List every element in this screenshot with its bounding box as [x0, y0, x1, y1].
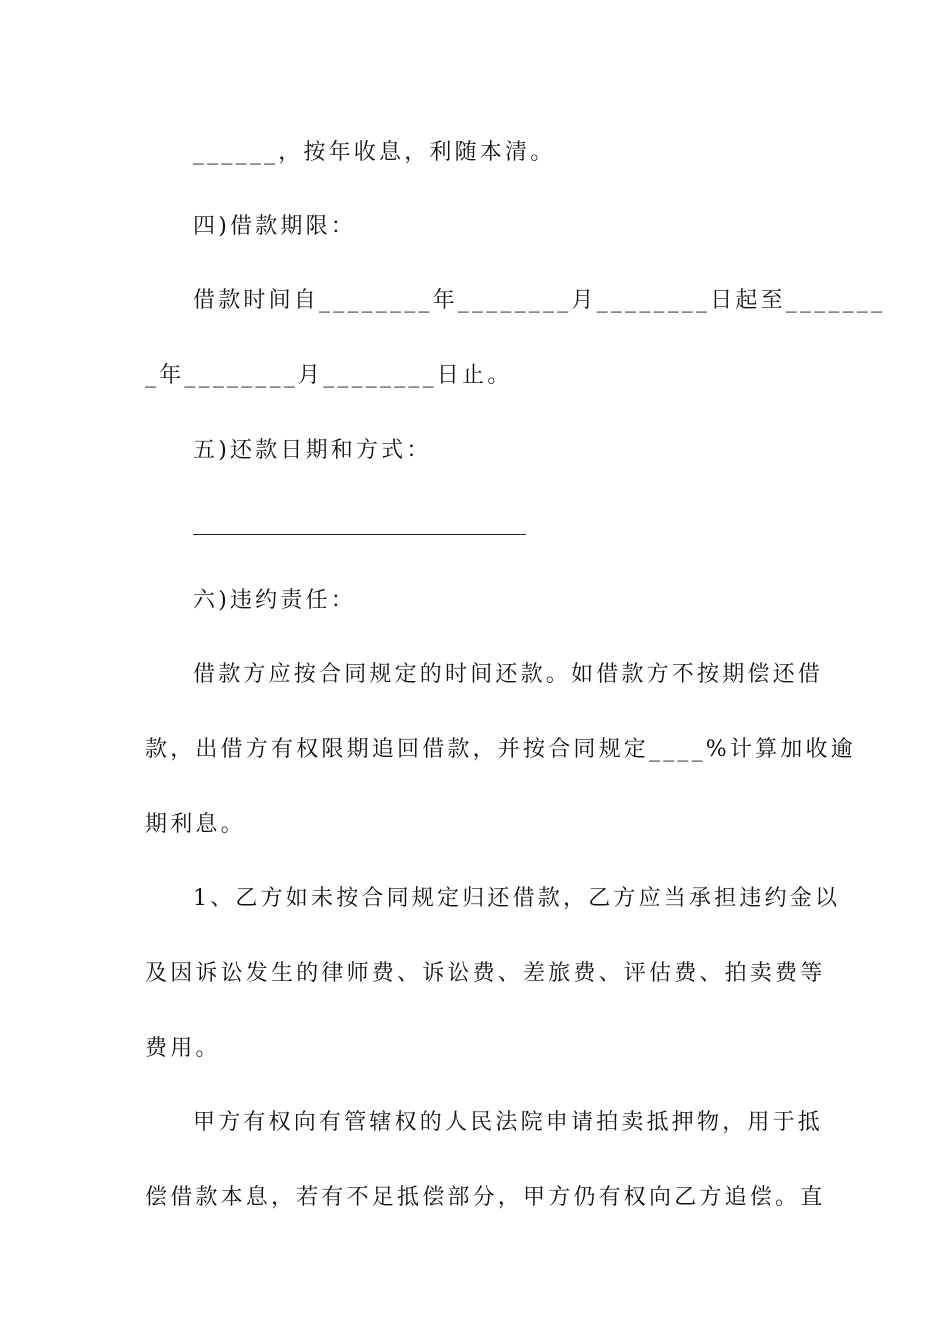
- paragraph-interest-payment: ______，按年收息，利随本清。: [193, 140, 556, 165]
- paragraph-loan-period-line-2: _年________月________日止。: [145, 363, 513, 388]
- heading-breach-liability: 六)违约责任：: [193, 588, 356, 613]
- paragraph-collateral-line-2: 偿借款本息，若有不足抵偿部分，甲方仍有权向乙方追偿。直: [145, 1185, 826, 1210]
- paragraph-clause-1-line-2: 及因诉讼发生的律师费、诉讼费、差旅费、评估费、拍卖费等: [145, 961, 826, 986]
- blank-fill-line: [193, 534, 526, 535]
- paragraph-repayment-line-2: 款，出借方有权限期追回借款，并按合同规定____%计算加收逾: [145, 737, 856, 762]
- paragraph-loan-period-line-1: 借款时间自________年________月________日起至_______: [193, 288, 886, 313]
- paragraph-clause-1-line-1: 1、乙方如未按合同规定归还借款，乙方应当承担违约金以: [193, 886, 841, 911]
- heading-repayment-date-method: 五)还款日期和方式：: [193, 438, 432, 463]
- paragraph-repayment-line-1: 借款方应按合同规定的时间还款。如借款方不按期偿还借: [193, 662, 824, 687]
- paragraph-collateral-line-1: 甲方有权向有管辖权的人民法院申请拍卖抵押物，用于抵: [193, 1110, 824, 1135]
- paragraph-repayment-line-3: 期利息。: [145, 812, 246, 837]
- paragraph-clause-1-line-3: 费用。: [145, 1036, 221, 1061]
- heading-loan-term: 四)借款期限：: [193, 214, 356, 239]
